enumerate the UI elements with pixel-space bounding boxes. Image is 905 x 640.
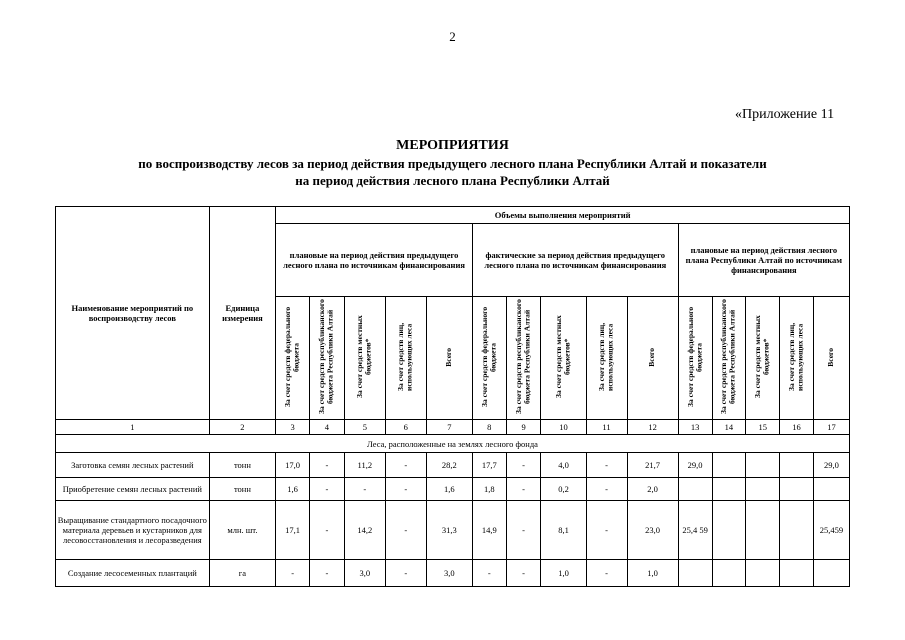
column-number: 17 [813, 420, 849, 435]
value-cell [780, 478, 814, 501]
header-local: За счет средств местных бюджетов* [541, 297, 586, 420]
value-cell: 8,1 [541, 501, 586, 560]
value-cell: - [506, 501, 541, 560]
value-cell: 25,459 [813, 501, 849, 560]
header-federal: За счет средств федерального бюджета [472, 297, 506, 420]
value-cell [780, 453, 814, 478]
header-unit: Единица измерения [209, 207, 276, 420]
value-cell: 17,0 [276, 453, 310, 478]
value-cell: 17,7 [472, 453, 506, 478]
value-cell: - [310, 478, 345, 501]
column-number: 9 [506, 420, 541, 435]
document-title: МЕРОПРИЯТИЯ [396, 138, 509, 153]
value-cell [712, 478, 746, 501]
activity-name: Приобретение семян лесных растений [56, 478, 210, 501]
header-republic: За счет средств республиканского бюджета Республики Алтай [506, 297, 541, 420]
header-total: Всего [627, 297, 678, 420]
column-number: 2 [209, 420, 276, 435]
column-number: 6 [385, 420, 426, 435]
value-cell [712, 501, 746, 560]
value-cell: 4,0 [541, 453, 586, 478]
value-cell: 11,2 [344, 453, 385, 478]
document-subtitle [60, 155, 845, 189]
value-cell [813, 560, 849, 587]
header-activity: Наименование мероприятий по воспроизводству лесов [56, 207, 210, 420]
value-cell [746, 478, 780, 501]
value-cell: 0,2 [541, 478, 586, 501]
column-number: 14 [712, 420, 746, 435]
column-number: 1 [56, 420, 210, 435]
value-cell: - [310, 560, 345, 587]
value-cell: 2,0 [627, 478, 678, 501]
value-cell: 3,0 [426, 560, 472, 587]
header-group-actual-prev: фактические за период действия предыдущего лесного плана по источникам финансирования [472, 224, 678, 297]
column-number: 4 [310, 420, 345, 435]
table-row [56, 560, 850, 587]
value-cell: 1,0 [627, 560, 678, 587]
value-cell [746, 501, 780, 560]
header-users: За счет средств лиц, использующих леса [780, 297, 814, 420]
value-cell: - [586, 560, 627, 587]
value-cell: 14,2 [344, 501, 385, 560]
header-group-planned-new: плановые на период действия лесного плана Республики Алтай по источникам финансирования [678, 224, 849, 297]
table-row [56, 478, 850, 501]
value-cell: - [506, 478, 541, 501]
column-number: 10 [541, 420, 586, 435]
table-row [56, 453, 850, 478]
value-cell: - [385, 501, 426, 560]
section-label: Леса, расположенные на землях лесного фонда [56, 435, 850, 453]
value-cell [746, 453, 780, 478]
value-cell [813, 478, 849, 501]
column-number: 8 [472, 420, 506, 435]
value-cell: 1,6 [426, 478, 472, 501]
value-cell [678, 478, 712, 501]
value-cell: - [385, 453, 426, 478]
subtitle-line-1: по воспроизводству лесов за период действия предыдущего лесного плана Республики Алтай и показатели [138, 156, 767, 171]
activity-name: Создание лесосеменных плантаций [56, 560, 210, 587]
header-republic: За счет средств республиканского бюджета Республики Алтай [310, 297, 345, 420]
column-number: 16 [780, 420, 814, 435]
value-cell: 3,0 [344, 560, 385, 587]
activity-name: Выращивание стандартного посадочного материала деревьев и кустарников для лесовосстановления и лесоразведения [56, 501, 210, 560]
value-cell: - [586, 501, 627, 560]
value-cell: 31,3 [426, 501, 472, 560]
header-volumes: Объемы выполнения мероприятий [276, 207, 850, 224]
header-users: За счет средств лиц, использующих леса [385, 297, 426, 420]
value-cell: - [310, 501, 345, 560]
header-users: За счет средств лиц, использующих леса [586, 297, 627, 420]
value-cell [746, 560, 780, 587]
column-number: 5 [344, 420, 385, 435]
column-number: 13 [678, 420, 712, 435]
value-cell [678, 560, 712, 587]
value-cell: 28,2 [426, 453, 472, 478]
value-cell: - [472, 560, 506, 587]
header-federal: За счет средств федерального бюджета [678, 297, 712, 420]
table-row [56, 501, 850, 560]
value-cell [712, 453, 746, 478]
value-cell: 21,7 [627, 453, 678, 478]
header-republic: За счет средств республиканского бюджета Республики Алтай [712, 297, 746, 420]
value-cell: 14,9 [472, 501, 506, 560]
activity-name: Заготовка семян лесных растений [56, 453, 210, 478]
unit-cell: млн. шт. [209, 501, 276, 560]
value-cell: - [586, 453, 627, 478]
header-federal: За счет средств федерального бюджета [276, 297, 310, 420]
unit-cell: тонн [209, 453, 276, 478]
value-cell: 29,0 [678, 453, 712, 478]
value-cell: - [276, 560, 310, 587]
value-cell [780, 501, 814, 560]
value-cell: - [385, 478, 426, 501]
value-cell: 23,0 [627, 501, 678, 560]
value-cell: 1,6 [276, 478, 310, 501]
value-cell [780, 560, 814, 587]
column-numbers-row [56, 420, 850, 435]
value-cell: 1,8 [472, 478, 506, 501]
column-number: 12 [627, 420, 678, 435]
header-local: За счет средств местных бюджетов* [344, 297, 385, 420]
header-total: Всего [426, 297, 472, 420]
value-cell: 1,0 [541, 560, 586, 587]
unit-cell: тонн [209, 478, 276, 501]
header-group-planned-prev: плановые на период действия предыдущего лесного плана по источникам финансирования [276, 224, 473, 297]
activities-table [55, 206, 850, 587]
column-number: 3 [276, 420, 310, 435]
appendix-label: «Приложение 11 [735, 107, 835, 122]
value-cell: 17,1 [276, 501, 310, 560]
value-cell [712, 560, 746, 587]
column-number: 15 [746, 420, 780, 435]
value-cell: - [586, 478, 627, 501]
header-total: Всего [813, 297, 849, 420]
value-cell: 25,4 59 [678, 501, 712, 560]
subtitle-line-2: на период действия лесного плана Республики Алтай [295, 173, 610, 188]
page-number: 2 [449, 29, 456, 44]
value-cell: 29,0 [813, 453, 849, 478]
column-number: 7 [426, 420, 472, 435]
value-cell: - [310, 453, 345, 478]
value-cell: - [506, 453, 541, 478]
header-local: За счет средств местных бюджетов* [746, 297, 780, 420]
value-cell: - [344, 478, 385, 501]
value-cell: - [385, 560, 426, 587]
unit-cell: га [209, 560, 276, 587]
column-number: 11 [586, 420, 627, 435]
value-cell: - [506, 560, 541, 587]
